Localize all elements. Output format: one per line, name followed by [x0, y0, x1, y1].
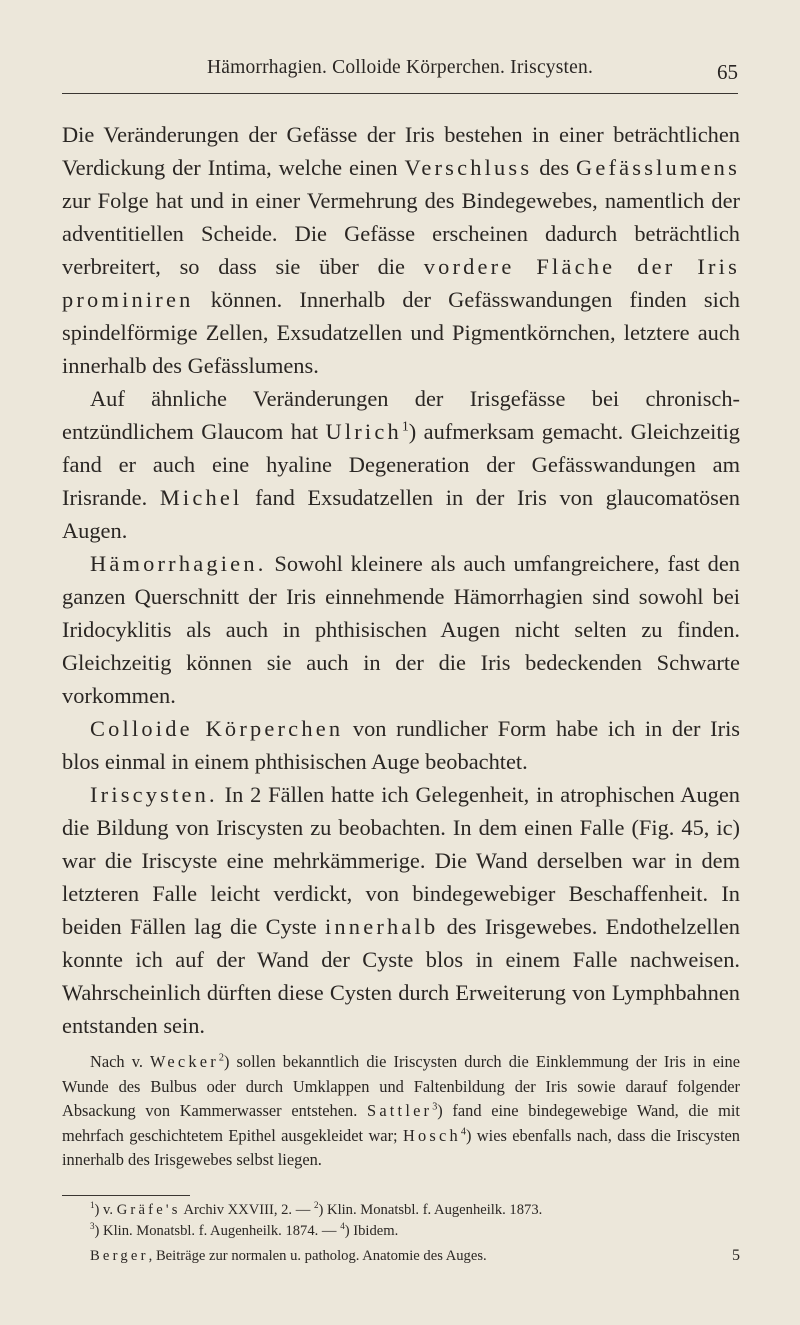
- paragraph-vessel-changes: Die Veränderungen der Gefässe der Iris bestehen in einer beträchtlichen Verdickung der Intima, welche einen Verschluss des Gefässlumens zur Folge hat und in einer Vermehrung des Bindegewebes, namentlich der adventitiellen Scheide. Die Gefässe erscheinen dadurch beträchtlich verbreitert, so dass sie über die vordere Fläche der Iris prominiren können. Innerhalb der Gefässwandungen finden sich spindelförmige Zellen, Exsudatzellen und Pigmentkörnchen, letztere auch innerhalb des Gefässlumens.: [62, 122, 740, 378]
- signature-line: [62, 1246, 740, 1267]
- spaced-term: Gefässlumens: [575, 155, 740, 180]
- author-name: Gräfe's: [116, 1201, 181, 1218]
- paragraph-colloide: Colloide Körperchen von rundlicher Form habe ich in der Iris blos einmal in einem phthisischen Auge beobachtet.: [62, 716, 740, 774]
- section-heading: Colloide Körperchen: [90, 716, 344, 741]
- footnotes: [62, 1200, 740, 1242]
- footnote-line: $^3$) Klin. Monatsbl. f. Augenheilk. 1874. — $^4$) Ibidem.: [90, 1221, 399, 1239]
- spaced-term: innerhalb: [324, 914, 439, 939]
- main-text: [62, 118, 740, 1042]
- author-name: Hosch: [402, 1125, 461, 1145]
- running-header: [62, 57, 738, 97]
- spaced-term: Verschluss: [404, 155, 533, 180]
- author-name: Ulrich: [325, 419, 402, 444]
- paragraph-small-print: Nach v. Wecker$^2$) sollen bekanntlich die Iriscysten durch die Einklemmung der Iris in eine Wunde des Bulbus oder durch Umklappen und Faltenbildung der Iris sowie darauf folgender Absackung von Kammerwasser entstehen. Sattler$^3$) fand eine bindegewebige Wand, die mit mehrfach geschichtetem Epithel ausgekleidet war; Hosch$^4$) wies ebenfalls nach, dass die Iriscysten innerhalb des Irisgewebes selbst liegen.: [62, 1052, 740, 1170]
- body-text: [62, 118, 740, 1267]
- spaced-term: vordere Fläche der Iris prominiren: [62, 254, 740, 312]
- footnote-ref: 1: [401, 419, 409, 435]
- footnote-ref: 4: [460, 1126, 466, 1138]
- footnote-line: $^1$) v. Gräfe's Archiv XXVIII, 2. — $^2$) Klin. Monatsbl. f. Augenheilk. 1873.: [90, 1200, 543, 1218]
- footnote-rule: [62, 1195, 190, 1196]
- footnote-ref: 2: [218, 1052, 224, 1064]
- header-title: Hämorrhagien. Colloide Körperchen. Iriscysten.: [206, 57, 594, 78]
- paragraph-haemorrhagien: Hämorrhagien. Sowohl kleinere als auch umfangreichere, fast den ganzen Querschnitt der Iris einnehmende Hämorrhagien sind sowohl bei Iridocyklitis als auch in phthisischen Augen nicht selten zu finden. Gleichzeitig können sie auch in der die Iris bedeckenden Schwarte vorkommen.: [62, 551, 740, 708]
- paragraph-iriscysten: Iriscysten. In 2 Fällen hatte ich Gelegenheit, in atrophischen Augen die Bildung von Iriscysten zu beobachten. In dem einen Falle (Fig. 45, ic) war die Iriscyste eine mehrkämmerige. Die Wand derselben war in dem letzteren Falle leicht verdickt, von bindegewebiger Beschaffenheit. In beiden Fällen lag die Cyste innerhalb des Irisgewebes. Endothelzellen konnte ich auf der Wand der Cyste blos in einem Falle nachweisen. Wahrscheinlich dürften diese Cysten durch Erweiterung von Lymphbahnen entstanden sein.: [62, 782, 740, 1038]
- section-heading: Iriscysten.: [90, 782, 218, 807]
- author-name: Michel: [159, 485, 243, 510]
- author-name: Wecker: [150, 1052, 219, 1071]
- sheet-number: 5: [732, 1246, 740, 1264]
- footnote-mark: 3: [90, 1221, 95, 1232]
- footnote-mark: 4: [340, 1221, 345, 1232]
- signature-title: , Beiträge zur normalen u. patholog. Anatomie des Auges.: [148, 1247, 487, 1264]
- author-name: Sattler: [367, 1101, 433, 1121]
- page-number: 65: [717, 60, 738, 84]
- footnote-mark: 1: [90, 1200, 95, 1211]
- footnote-mark: 2: [313, 1200, 319, 1211]
- section-heading: Hämorrhagien.: [90, 551, 267, 576]
- small-print: [62, 1050, 740, 1173]
- signature-author: Berger: [90, 1247, 149, 1264]
- paragraph-glaucom: Auf ähnliche Veränderungen der Irisgefässe bei chronisch-entzündlichem Glaucom hat Ulrich$^1$) aufmerksam gemacht. Gleichzeitig fand er auch eine hyaline Degeneration der Gefässwandungen am Irisrande. Michel fand Exsudatzellen in der Iris von glaucomatösen Augen.: [62, 386, 741, 543]
- footnote-ref: 3: [432, 1101, 438, 1113]
- header-rule: [62, 93, 738, 94]
